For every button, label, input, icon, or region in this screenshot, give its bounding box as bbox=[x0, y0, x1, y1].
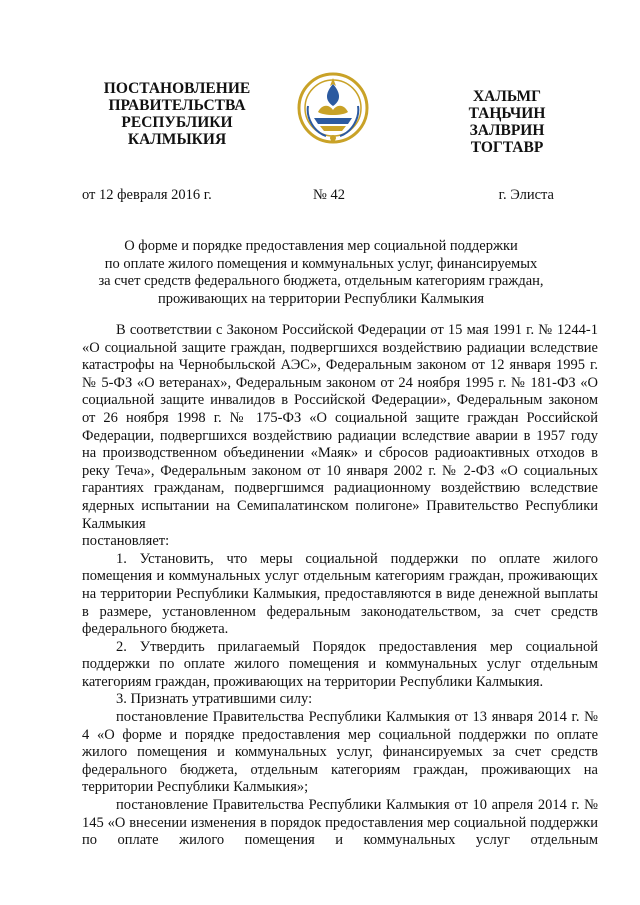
clause-3-paragraph: 3. Признать утратившими силу: bbox=[116, 691, 313, 708]
clause-1-paragraph: 1. Установить, что меры социальной поддержки по оплате жилого помещения и коммунальных услуг отдельным категориям граждан, проживающих на территории Республики Калмыкия, предоставляются в виде денежной выплаты в размере, установленном федеральным законодательством, за счет средств федерального бюджета. bbox=[82, 550, 598, 638]
resolves-paragraph: постановляет: bbox=[82, 533, 170, 550]
repealed-item-2: постановление Правительства Республики Калмыкия от 10 апреля 2014 г. № 145 «О внесении изменения в порядок предоставления мер социальной поддержки по оплате жилого помещения и коммунальных услуг отдельным bbox=[82, 797, 598, 849]
kalmykia-coat-of-arms-icon bbox=[296, 68, 370, 148]
document-body bbox=[82, 322, 598, 850]
document-date: от 12 февраля 2016 г. bbox=[82, 187, 212, 203]
clause-2-paragraph: 2. Утвердить прилагаемый Порядок предоставления мер социальной поддержки по оплате жилого помещения и коммунальных услуг отдельным категориям граждан, проживающих на территории Республики Калмыкия. bbox=[82, 638, 598, 690]
title-line: проживающих на территории Республики Калмыкия bbox=[157, 290, 485, 307]
title-line: за счет средств федерального бюджета, отдельным категориям граждан, bbox=[98, 273, 544, 289]
document-title bbox=[82, 238, 560, 308]
header-left-line: РЕСПУБЛИКИ bbox=[121, 114, 233, 131]
document-dateline bbox=[82, 187, 554, 205]
document-city: г. Элиста bbox=[498, 187, 554, 203]
document-number: № 42 bbox=[313, 187, 345, 203]
title-line: по оплате жилого помещения и коммунальных услуг, финансируемых bbox=[104, 255, 538, 272]
header-right-kalmyk bbox=[452, 88, 562, 156]
header-left-line: ПОСТАНОВЛЕНИЕ bbox=[103, 80, 251, 97]
header-left-line: ПРАВИТЕЛЬСТВА bbox=[108, 97, 246, 114]
title-line: О форме и порядке предоставления мер социальной поддержки bbox=[124, 238, 518, 254]
repealed-item-1: постановление Правительства Республики Калмыкия от 13 января 2014 г. № 4 «О форме и порядке предоставления мер социальной поддержки по оплате жилого помещения и коммунальных услуг, финансируемых за счет средств федерального бюджета, отдельным категориям граждан, проживающих на территории Республики Калмыкия»; bbox=[82, 709, 598, 796]
header-right-line: ЗАЛВРИН bbox=[469, 122, 545, 139]
header-left-line: КАЛМЫКИЯ bbox=[127, 131, 227, 148]
preamble-paragraph: В соответствии с Законом Российской Федерации от 15 мая 1991 г. № 1244-1 «О социальной защите граждан, подвергшихся воздействию радиации вследствие катастрофы на Чернобыльской АЭС», Федеральным законом от 12 января 1995 г. № 5-ФЗ «О ветеранах», Федеральным законом от 24 ноября 1995 г. № 181-ФЗ «О социальной защите инвалидов в Российской Федерации», Федеральным законом от 26 ноября 1998 г. № 175-ФЗ «О социальной защите граждан Российской Федерации, подвергшихся воздействию радиации вследствие аварии в 1957 году на производственном объединении «Маяк» и сбросов радиоактивных отходов в реку Теча», Федеральным законом от 10 января 2002 г. № 2-ФЗ «О социальных гарантиях гражданам, подвергшимся радиационному воздействию вследствие ядерных испытании на Семипалатинском полигоне» Правительство Республики Калмыкия bbox=[82, 322, 598, 532]
header-right-line: ТОГТАВР bbox=[470, 139, 544, 156]
header-right-line: ТАҢЬЧИН bbox=[468, 105, 546, 122]
header-right-line: ХАЛЬМГ bbox=[472, 88, 542, 105]
header-left-russian bbox=[92, 80, 262, 148]
